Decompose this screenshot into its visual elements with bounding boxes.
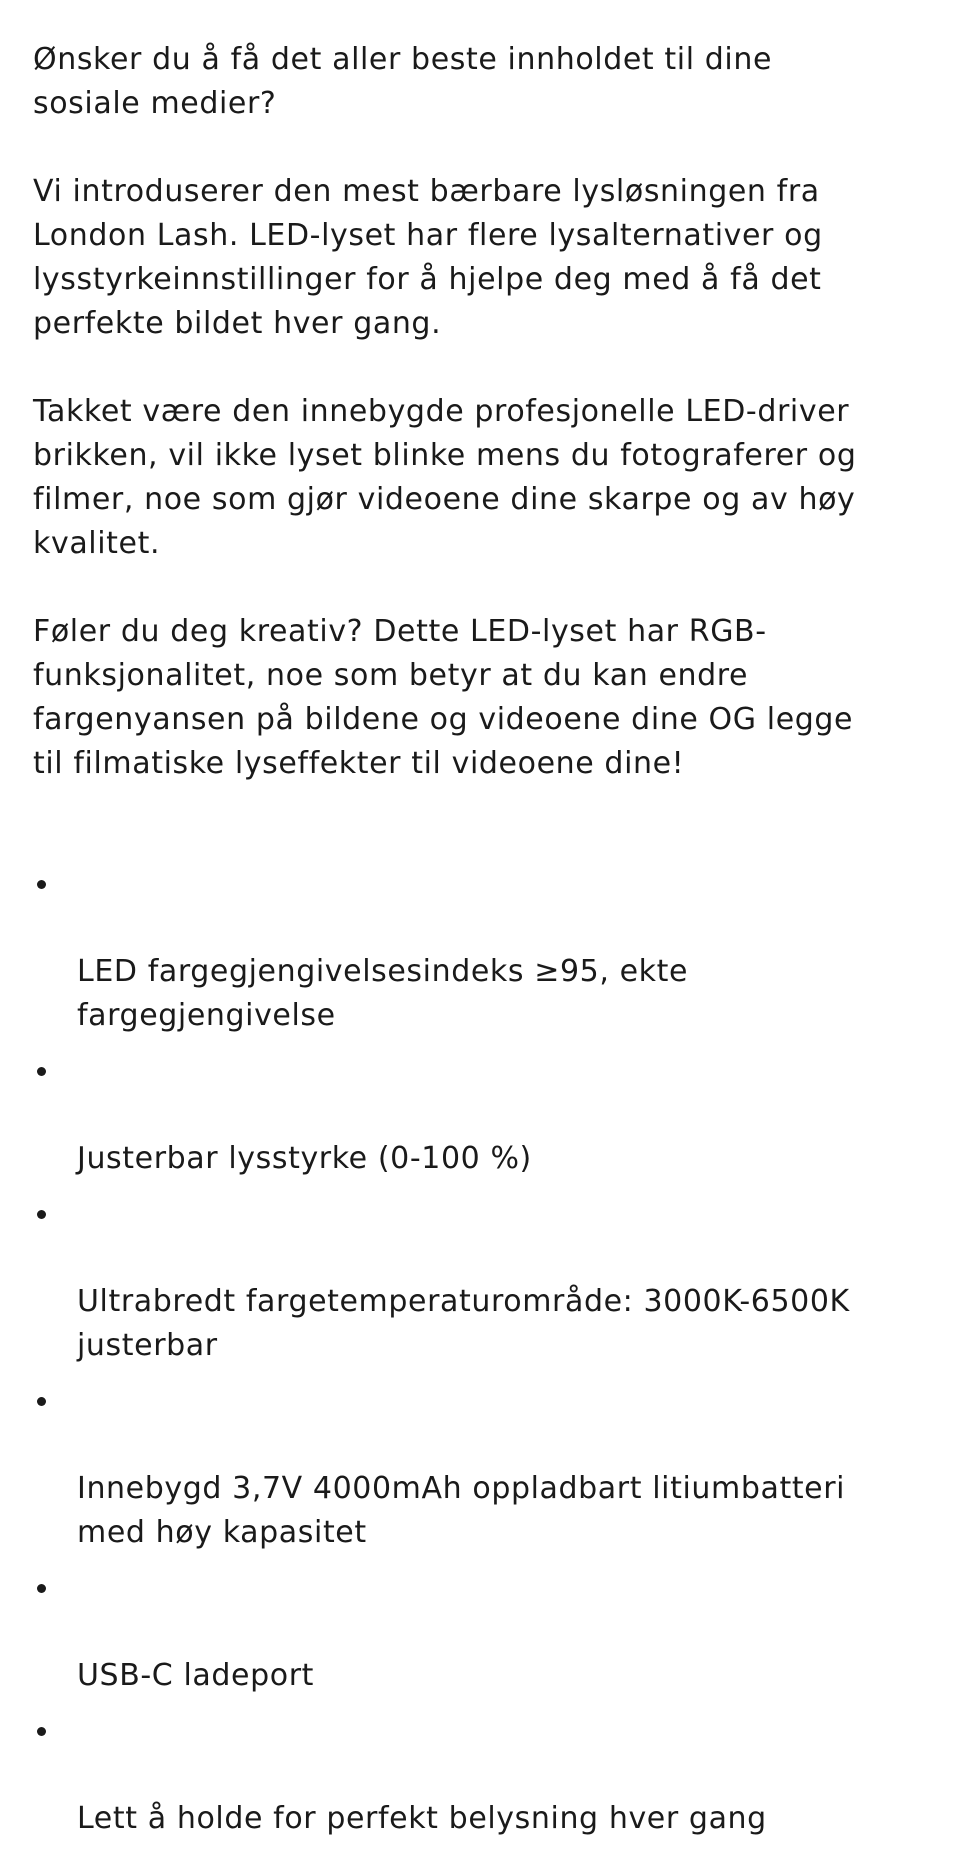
description-paragraph-portable: Vi introduserer den mest bærbare lysløsningen fra London Lash. LED-lyset har flere lysalternativer og lysstyrkeinnstillinger for å hjelpe deg med å få det perfekte bildet hver gang. [33,174,823,341]
list-item [33,1379,913,1555]
list-item [33,1709,913,1841]
description-paragraph-driver: Takket være den innebygde profesjonelle LED-driver brikken, vil ikke lyset blinke mens du fotograferer og filmer, noe som gjør videoene dine skarpe og av høy kvalitet. [33,394,857,561]
feature-text: LED fargegjengivelsesindeks ≥95, ekte fargegjengivelse [77,954,689,1033]
description-paragraph-intro: Ønsker du å få det aller beste innholdet til dine sosiale medier? [33,42,773,121]
feature-text: USB-C ladeport [77,1658,315,1693]
description-paragraph-rgb: Føler du deg kreativ? Dette LED-lyset har RGB- funksjonalitet, noe som betyr at du kan endre fargenyansen på bildene og videoene dine OG legge til filmatiske lyseffekter til videoene dine! [33,614,854,781]
feature-text: Lett å holde for perfekt belysning hver gang [77,1801,767,1836]
list-item [33,1192,913,1368]
list-item [33,862,913,1038]
bullet-icon [37,1584,46,1593]
list-item [33,1566,913,1698]
bullet-icon [37,880,46,889]
feature-text: Justerbar lysstyrke (0-100 %) [77,1141,532,1176]
bullet-icon [37,1727,46,1736]
bullet-icon [37,1067,46,1076]
feature-text: Ultrabredt fargetemperaturområde: 3000K-6500K justerbar [77,1284,850,1363]
feature-text: Innebygd 3,7V 4000mAh oppladbart litiumbatteri med høy kapasitet [77,1471,846,1550]
list-item [33,1049,913,1181]
product-description [33,38,913,830]
bullet-icon [37,1397,46,1406]
bullet-icon [37,1210,46,1219]
feature-list [33,862,913,1852]
